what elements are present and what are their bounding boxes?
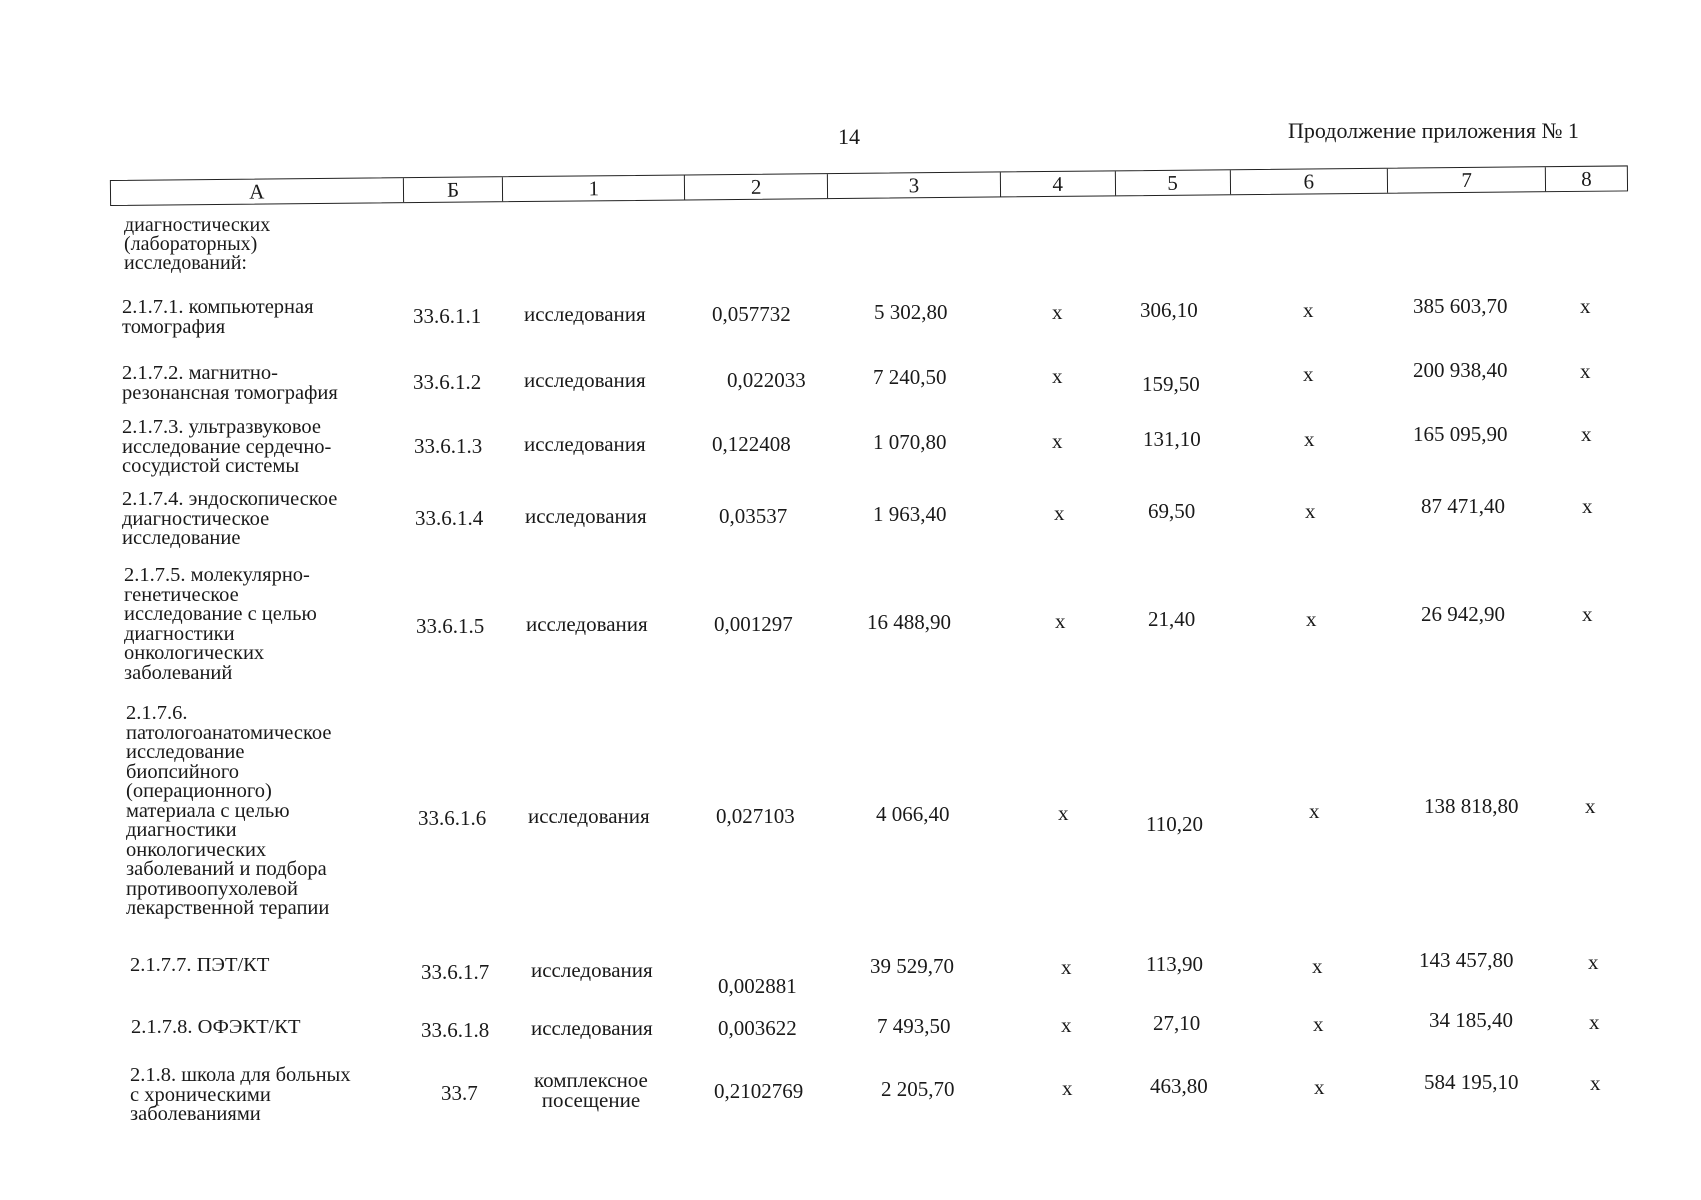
row-col-8: х bbox=[1585, 794, 1596, 818]
row-name: 2.1.7.1. компьютерная томография bbox=[122, 296, 314, 338]
row-code: 33.6.1.5 bbox=[416, 614, 485, 638]
row-unit: исследования bbox=[524, 368, 646, 392]
row-col-2: 0,002881 bbox=[718, 974, 797, 998]
row-unit: исследования bbox=[524, 302, 646, 326]
row-col-2: 0,03537 bbox=[719, 504, 788, 528]
row-col-6: х bbox=[1312, 954, 1323, 978]
row-col-6: х bbox=[1314, 1075, 1325, 1099]
row-col-8: х bbox=[1590, 1071, 1601, 1095]
row-col-5: 159,50 bbox=[1142, 372, 1200, 396]
row-unit: исследования bbox=[531, 1016, 653, 1040]
row-col-3: 2 205,70 bbox=[881, 1077, 955, 1101]
row-col-7: 138 818,80 bbox=[1424, 794, 1519, 818]
row-code: 33.6.1.1 bbox=[413, 304, 482, 328]
row-col-6: х bbox=[1305, 499, 1316, 523]
row-col-5: 21,40 bbox=[1148, 607, 1196, 631]
row-col-7: 200 938,40 bbox=[1413, 358, 1508, 382]
header-col-5: 5 bbox=[1116, 170, 1231, 195]
row-col-2: 0,001297 bbox=[714, 612, 793, 636]
page-number: 14 bbox=[838, 124, 860, 149]
row-col-7: 165 095,90 bbox=[1413, 422, 1508, 446]
row-col-6: х bbox=[1313, 1012, 1324, 1036]
row-col-6: х bbox=[1306, 607, 1317, 631]
row-col-8: х bbox=[1588, 950, 1599, 974]
header-col-b: Б bbox=[403, 177, 503, 202]
row-col-2: 0,027103 bbox=[716, 804, 795, 828]
row-col-2: 0,057732 bbox=[712, 302, 791, 326]
row-col-6: х bbox=[1304, 427, 1315, 451]
row-unit: исследования bbox=[528, 804, 650, 828]
row-col-4: х bbox=[1062, 1076, 1073, 1100]
header-col-7: 7 bbox=[1388, 167, 1546, 193]
row-name: 2.1.7.2. магнитно- резонансная томография bbox=[122, 362, 338, 404]
row-name: 2.1.8. школа для больных с хроническими заболеваниями bbox=[130, 1064, 351, 1125]
row-col-8: х bbox=[1580, 359, 1591, 383]
header-col-6: 6 bbox=[1230, 169, 1388, 195]
row-col-7: 26 942,90 bbox=[1421, 602, 1505, 626]
row-code: 33.6.1.6 bbox=[418, 806, 487, 830]
row-col-5: 69,50 bbox=[1148, 499, 1196, 523]
row-col-4: х bbox=[1058, 801, 1069, 825]
row-col-8: х bbox=[1582, 494, 1593, 518]
header-col-2: 2 bbox=[685, 174, 828, 199]
row-col-3: 1 070,80 bbox=[873, 430, 947, 454]
row-col-3: 7 240,50 bbox=[873, 365, 947, 389]
row-col-3: 39 529,70 bbox=[870, 954, 954, 978]
header-col-8: 8 bbox=[1581, 166, 1592, 191]
row-col-3: 1 963,40 bbox=[873, 502, 947, 526]
row-col-4: х bbox=[1052, 300, 1063, 324]
row-col-7: 143 457,80 bbox=[1419, 948, 1514, 972]
row-col-2: 0,022033 bbox=[727, 368, 806, 392]
row-name: 2.1.7.4. эндоскопическое диагностическое исследование bbox=[122, 488, 338, 549]
row-col-7: 584 195,10 bbox=[1424, 1070, 1519, 1094]
row-name: 2.1.7.5. молекулярно- генетическое исследование с целью диагностики онкологических заболеваний bbox=[124, 564, 317, 684]
row-code: 33.7 bbox=[441, 1081, 478, 1105]
row-code: 33.6.1.7 bbox=[421, 960, 490, 984]
row-unit: комплексное посещение bbox=[534, 1068, 648, 1112]
row-col-6: х bbox=[1303, 362, 1314, 386]
header-col-4: 4 bbox=[1001, 171, 1116, 196]
row-col-7: 87 471,40 bbox=[1421, 494, 1505, 518]
row-unit: исследования bbox=[531, 958, 653, 982]
row-col-2: 0,122408 bbox=[712, 432, 791, 456]
row-col-4: х bbox=[1061, 955, 1072, 979]
row-name: 2.1.7.3. ультразвуковое исследование сердечно- сосудистой системы bbox=[122, 416, 332, 477]
row-code: 33.6.1.3 bbox=[414, 434, 483, 458]
table-header bbox=[110, 165, 1628, 206]
row-col-5: 131,10 bbox=[1143, 427, 1201, 451]
row-name: 2.1.7.6. патологоанатомическое исследование биопсийного (операционного) материала с целью диагностики онкологических заболеваний и подбора противоопухолевой лекарственной терапии bbox=[126, 702, 332, 919]
row-col-2: 0,2102769 bbox=[714, 1079, 804, 1103]
row-col-8: х bbox=[1582, 602, 1593, 626]
row-name: 2.1.7.7. ПЭТ/КТ bbox=[130, 954, 270, 976]
row-col-7: 385 603,70 bbox=[1413, 294, 1508, 318]
row-col-6: х bbox=[1303, 298, 1314, 322]
row-col-5: 27,10 bbox=[1153, 1011, 1201, 1035]
row-col-8: х bbox=[1581, 422, 1592, 446]
header-col-3: 3 bbox=[828, 172, 1001, 198]
row-name: 2.1.7.8. ОФЭКТ/КТ bbox=[131, 1016, 301, 1038]
row-col-4: х bbox=[1055, 609, 1066, 633]
row-unit: исследования bbox=[524, 432, 646, 456]
row-col-3: 4 066,40 bbox=[876, 802, 950, 826]
header-col-a: А bbox=[111, 178, 404, 205]
row-col-3: 16 488,90 bbox=[867, 610, 951, 634]
section-intro-label: диагностических (лабораторных) исследований: bbox=[124, 214, 271, 274]
row-col-5: 463,80 bbox=[1150, 1074, 1208, 1098]
row-code: 33.6.1.2 bbox=[413, 370, 482, 394]
row-col-4: х bbox=[1052, 429, 1063, 453]
row-col-4: х bbox=[1054, 501, 1065, 525]
row-col-5: 113,90 bbox=[1146, 952, 1203, 976]
row-unit: исследования bbox=[526, 612, 648, 636]
row-col-4: х bbox=[1061, 1013, 1072, 1037]
header-col-1: 1 bbox=[503, 175, 685, 201]
row-col-6: х bbox=[1309, 799, 1320, 823]
appendix-continuation-note: Продолжение приложения № 1 bbox=[1288, 118, 1579, 143]
row-code: 33.6.1.8 bbox=[421, 1018, 490, 1042]
row-col-5: 306,10 bbox=[1140, 298, 1198, 322]
row-col-8: х bbox=[1580, 294, 1591, 318]
row-col-5: 110,20 bbox=[1146, 812, 1203, 836]
row-col-3: 7 493,50 bbox=[877, 1014, 951, 1038]
row-code: 33.6.1.4 bbox=[415, 506, 484, 530]
row-col-2: 0,003622 bbox=[718, 1016, 797, 1040]
row-col-8: х bbox=[1589, 1010, 1600, 1034]
row-unit: исследования bbox=[525, 504, 647, 528]
row-col-4: х bbox=[1052, 364, 1063, 388]
row-col-7: 34 185,40 bbox=[1429, 1008, 1513, 1032]
row-col-3: 5 302,80 bbox=[874, 300, 948, 324]
